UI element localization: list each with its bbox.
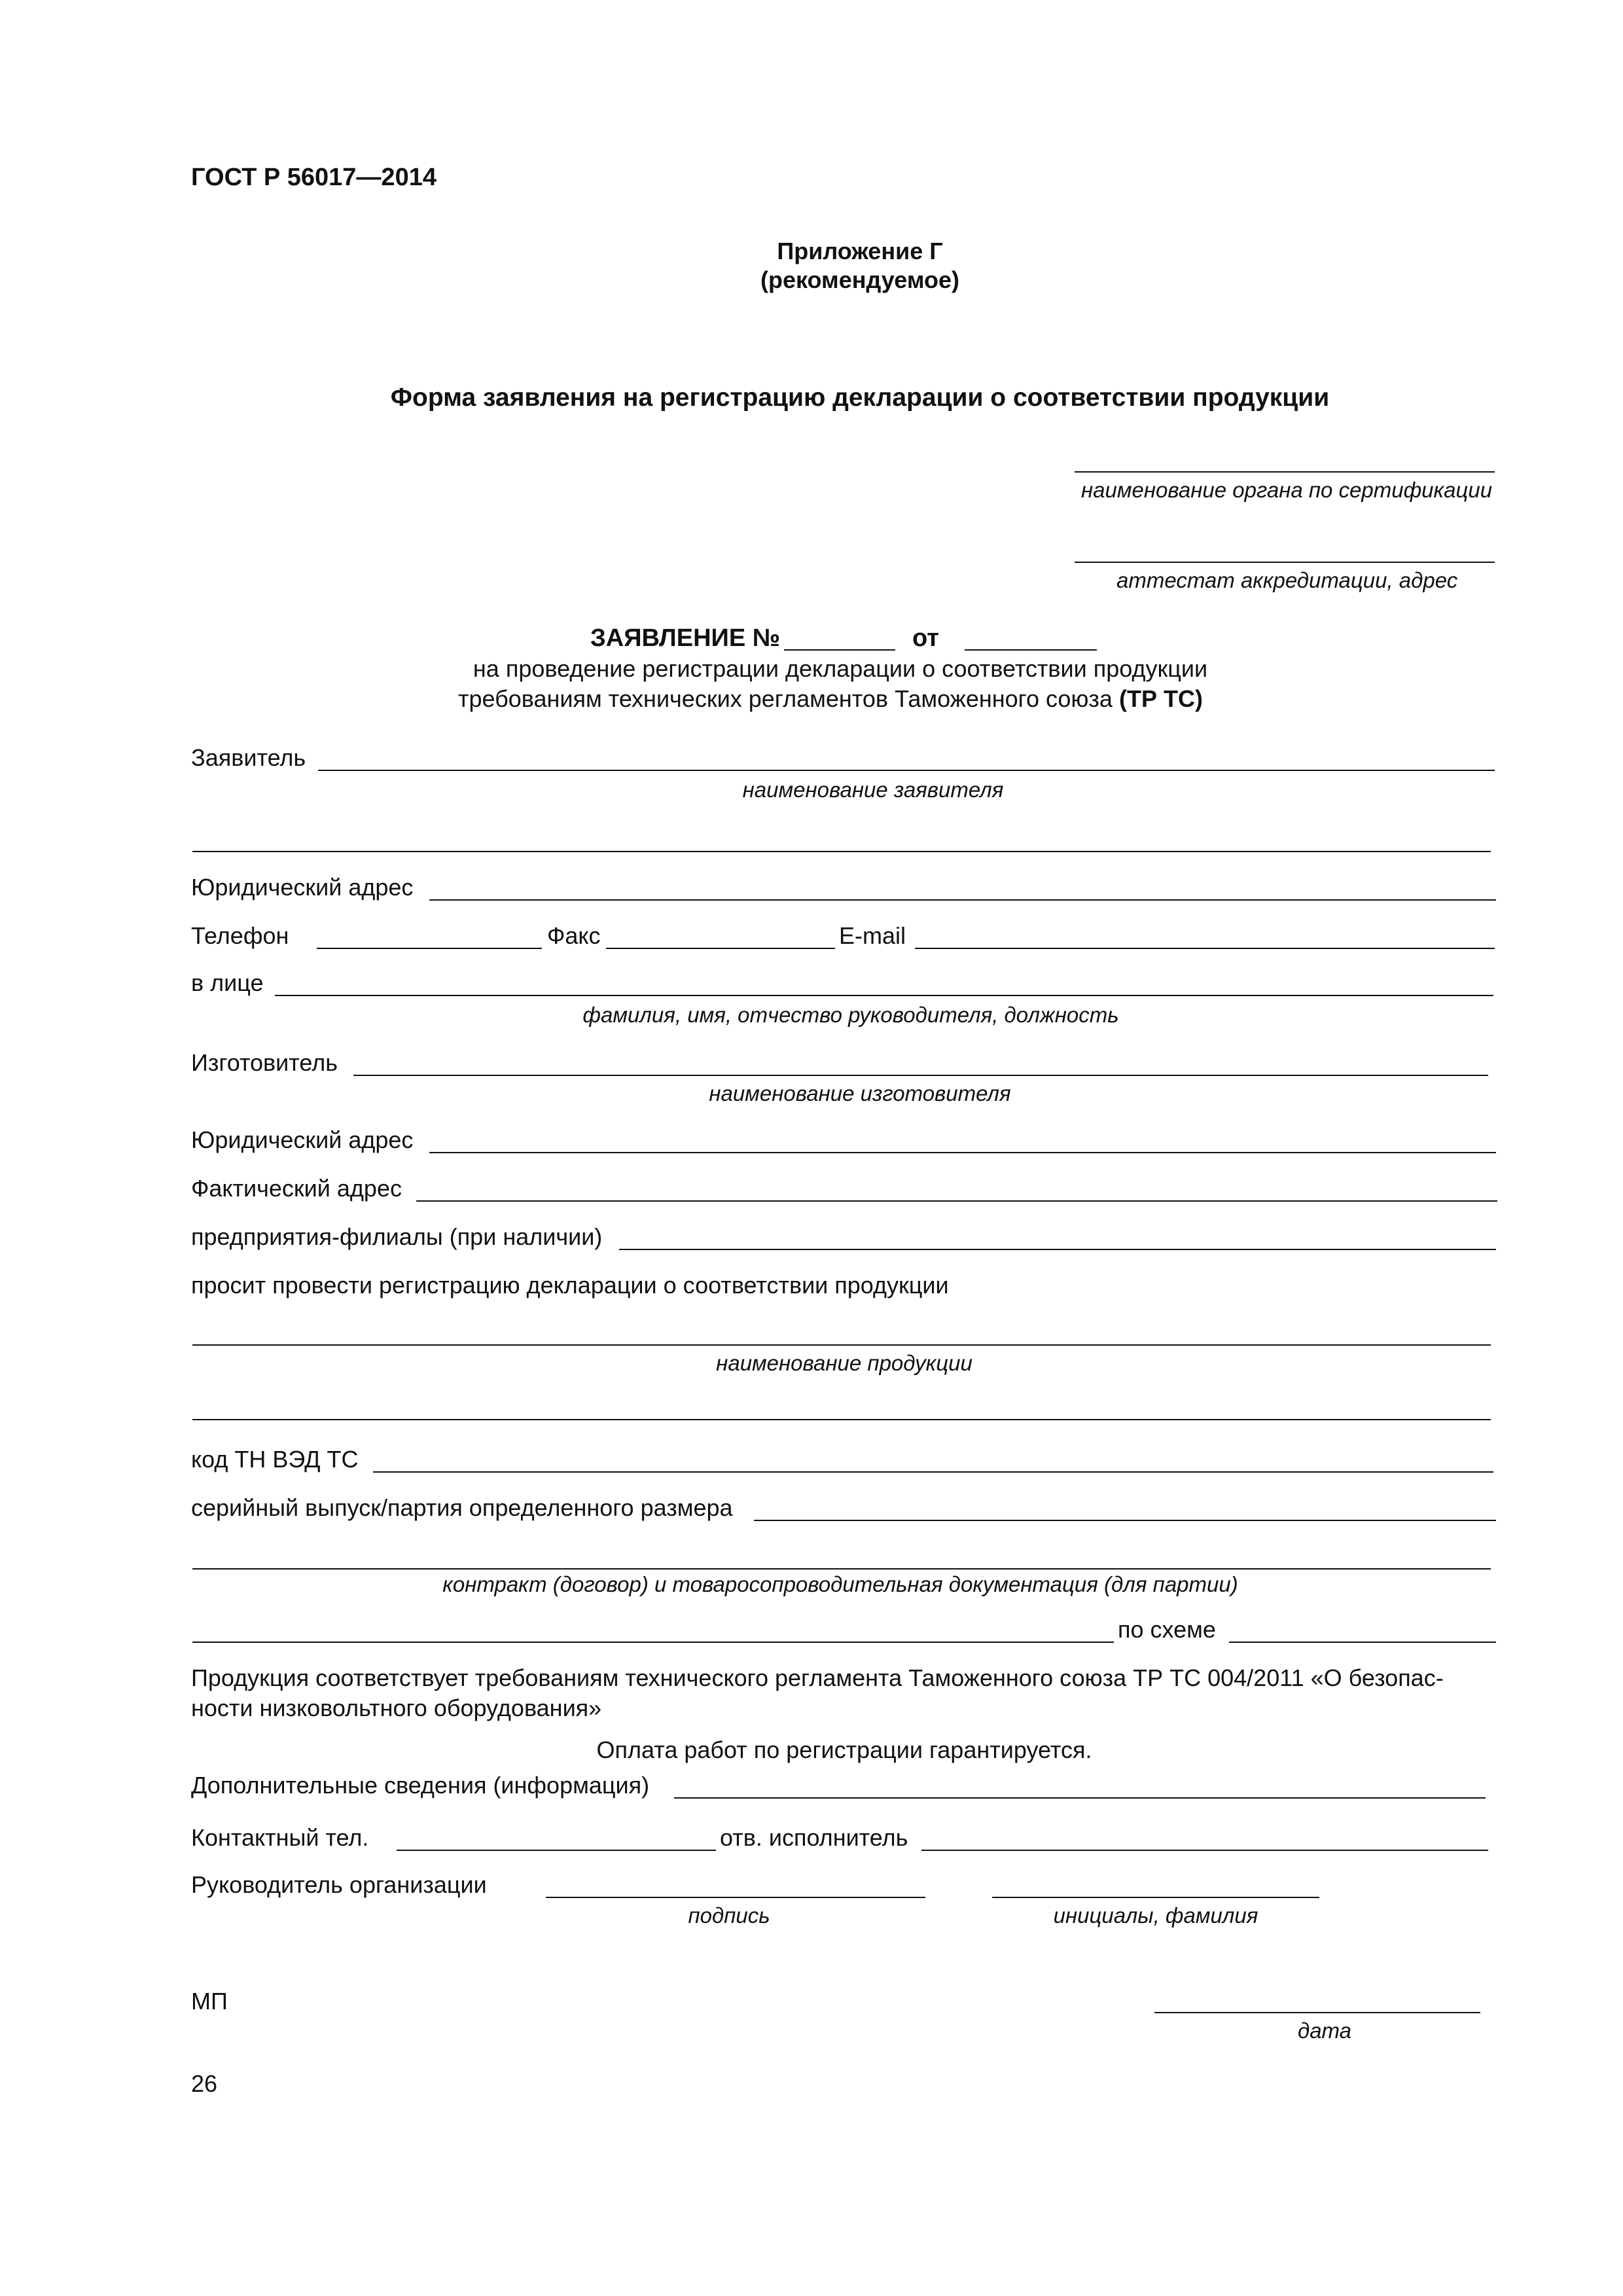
scheme-field[interactable] bbox=[1229, 1641, 1496, 1643]
additional-field[interactable] bbox=[674, 1797, 1486, 1799]
statement-abbr: (ТР ТС) bbox=[1118, 685, 1203, 712]
email-label: E-mail bbox=[839, 922, 906, 949]
statement-date-line[interactable] bbox=[965, 649, 1097, 651]
head-label: Руководитель организации bbox=[191, 1871, 487, 1898]
payment-text: Оплата работ по регистрации гарантируется. bbox=[596, 1736, 1092, 1763]
serial-label: серийный выпуск/партия определенного размера bbox=[191, 1494, 733, 1521]
actual-address-label: Фактический адрес bbox=[191, 1175, 402, 1202]
organ-caption: наименование органа по сертификации bbox=[1081, 478, 1493, 502]
form-title: Форма заявления на регистрацию декларации о соответствии продукции bbox=[390, 384, 1330, 412]
legal-address-field[interactable] bbox=[429, 899, 1496, 901]
conformity-line2: ности низковольтного оборудования» bbox=[191, 1695, 602, 1721]
contact-phone-field[interactable] bbox=[397, 1850, 716, 1851]
manufacturer-legal-address-label: Юридический адрес bbox=[191, 1126, 414, 1153]
executor-field[interactable] bbox=[921, 1850, 1488, 1851]
initials-caption: инициалы, фамилия bbox=[1053, 1903, 1258, 1928]
tn-ved-field[interactable] bbox=[373, 1471, 1493, 1473]
statement-line2-text: требованиям технических регламентов Таможенного союза bbox=[458, 685, 1113, 712]
fax-label: Факс bbox=[547, 922, 601, 949]
serial-field[interactable] bbox=[754, 1520, 1496, 1521]
represented-field[interactable] bbox=[275, 995, 1493, 996]
phone-field[interactable] bbox=[317, 948, 542, 949]
organ-line[interactable] bbox=[1075, 471, 1495, 473]
initials-field[interactable] bbox=[992, 1897, 1319, 1898]
appendix-title: Приложение Г bbox=[777, 238, 943, 264]
product-extra-line[interactable] bbox=[192, 1419, 1491, 1420]
applicant-label: Заявитель bbox=[191, 744, 306, 771]
applicant-extra-line[interactable] bbox=[192, 851, 1491, 852]
date-caption: дата bbox=[1297, 2018, 1352, 2043]
represented-caption: фамилия, имя, отчество руководителя, должность bbox=[582, 1003, 1119, 1027]
signature-field[interactable] bbox=[546, 1897, 925, 1898]
legal-address-label: Юридический адрес bbox=[191, 874, 414, 901]
contract-caption: контракт (договор) и товаросопроводительная документация (для партии) bbox=[442, 1572, 1238, 1596]
actual-address-field[interactable] bbox=[416, 1200, 1497, 1202]
manufacturer-caption: наименование изготовителя bbox=[709, 1081, 1011, 1105]
conformity-line1: Продукция соответствует требованиям технического регламента Таможенного союза ТР ТС 004/2011 «О безопас- bbox=[191, 1664, 1444, 1691]
request-text: просит провести регистрацию декларации о соответствии продукции bbox=[191, 1272, 949, 1299]
statement-title-number: ЗАЯВЛЕНИЕ № bbox=[590, 624, 781, 652]
applicant-caption: наименование заявителя bbox=[742, 778, 1004, 802]
executor-label: отв. исполнитель bbox=[720, 1824, 908, 1851]
fax-field[interactable] bbox=[606, 948, 835, 949]
manufacturer-field[interactable] bbox=[353, 1075, 1488, 1076]
statement-number-line[interactable] bbox=[784, 649, 895, 651]
manufacturer-legal-address-field[interactable] bbox=[429, 1152, 1496, 1153]
page-number: 26 bbox=[191, 2070, 218, 2097]
contract-field[interactable] bbox=[192, 1568, 1491, 1570]
contact-phone-label: Контактный тел. bbox=[191, 1824, 369, 1851]
standard-designation: ГОСТ Р 56017—2014 bbox=[191, 164, 437, 191]
branches-field[interactable] bbox=[619, 1249, 1496, 1250]
attestat-line[interactable] bbox=[1075, 562, 1495, 563]
appendix-note: (рекомендуемое) bbox=[760, 266, 959, 293]
represented-label: в лице bbox=[191, 969, 264, 996]
attestat-caption: аттестат аккредитации, адрес bbox=[1116, 568, 1458, 592]
phone-label: Телефон bbox=[191, 922, 289, 949]
manufacturer-label: Изготовитель bbox=[191, 1049, 338, 1076]
statement-line1: на проведение регистрации декларации о соответствии продукции bbox=[473, 655, 1208, 682]
scheme-label: по схеме bbox=[1118, 1616, 1216, 1643]
stamp-label: МП bbox=[191, 1988, 228, 2015]
tn-ved-label: код ТН ВЭД ТС bbox=[191, 1446, 359, 1473]
branches-label: предприятия-филиалы (при наличии) bbox=[191, 1223, 603, 1250]
product-caption: наименование продукции bbox=[716, 1351, 972, 1375]
scheme-prefix-field[interactable] bbox=[192, 1641, 1114, 1643]
signature-caption: подпись bbox=[688, 1903, 770, 1928]
date-field[interactable] bbox=[1154, 2012, 1480, 2013]
statement-line2 bbox=[458, 687, 1203, 711]
applicant-field[interactable] bbox=[318, 770, 1495, 771]
additional-label: Дополнительные сведения (информация) bbox=[191, 1772, 650, 1799]
product-field[interactable] bbox=[192, 1344, 1491, 1346]
email-field[interactable] bbox=[915, 948, 1495, 949]
statement-title-from: от bbox=[912, 624, 939, 652]
